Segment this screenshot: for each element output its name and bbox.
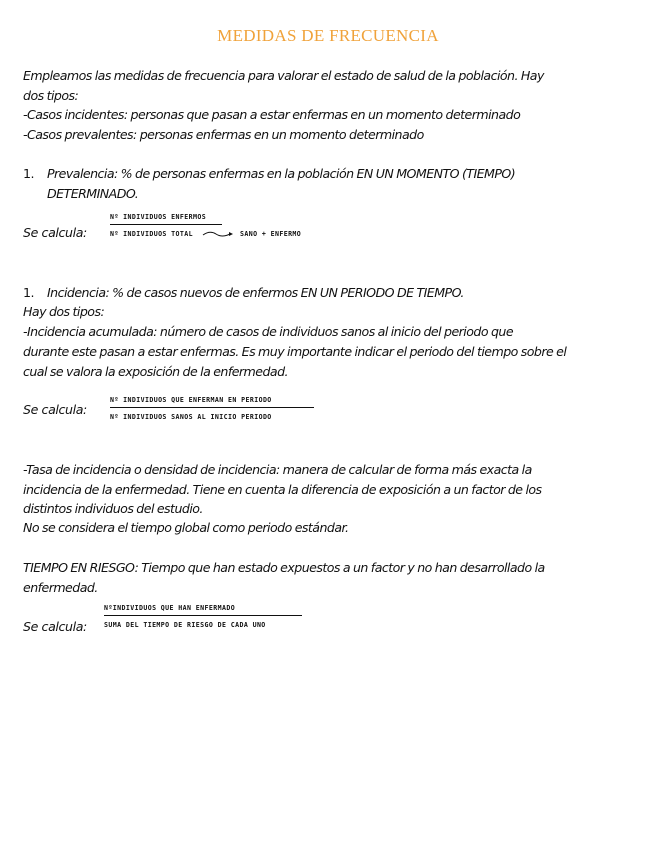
riesgo-line-2: enfermedad. (23, 580, 98, 595)
densidad-line-3: distintos individuos del estudio. (23, 501, 203, 516)
calc-label-riesgo: Se calcula: (23, 619, 87, 634)
acumulada-line-1: -Incidencia acumulada: número de casos de individuos sanos al inicio del periodo que (23, 324, 514, 339)
formula-denominator: SUMA DEL TIEMPO DE RIESGO DE CADA UNO (104, 621, 266, 629)
fraction-bar (110, 407, 314, 408)
fraction-bar (110, 224, 222, 225)
page-title: MEDIDAS DE FRECUENCIA (217, 26, 439, 45)
incidencia-text: Incidencia: % de casos nuevos de enfermos EN UN PERIODO DE TIEMPO. (47, 285, 464, 300)
densidad-line-1: -Tasa de incidencia o densidad de incidencia: manera de calcular de forma más exacta la (23, 462, 532, 477)
formula-note: SANO + ENFERMO (240, 230, 302, 238)
tilde-arrow-icon (202, 229, 236, 239)
calc-label-prevalencia: Se calcula: (23, 225, 87, 240)
acumulada-line-2: durante este pasan a estar enfermas. Es muy importante indicar el periodo del tiempo sobre el (23, 344, 567, 359)
densidad-line-2: incidencia de la enfermedad. Tiene en cuenta la diferencia de exposición a un factor de los (23, 482, 542, 497)
formula-numerator: Nº INDIVIDUOS QUE ENFERMAN EN PERIODO (110, 396, 272, 404)
formula-denominator: Nº INDIVIDUOS SANOS AL INICIO PERIODO (110, 413, 272, 421)
prevalencia-text-2: DETERMINADO. (47, 186, 139, 201)
calc-label-acumulada: Se calcula: (23, 402, 87, 417)
formula-denominator: Nº INDIVIDUOS TOTAL (110, 230, 194, 238)
incidencia-types: Hay dos tipos: (23, 304, 105, 319)
prevalencia-text-1: Prevalencia: % de personas enfermas en la población EN UN MOMENTO (TIEMPO) (47, 166, 516, 181)
riesgo-line-1: TIEMPO EN RIESGO: Tiempo que han estado expuestos a un factor y no han desarrollado la (23, 560, 545, 575)
formula-numerator: Nº INDIVIDUOS ENFERMOS (110, 213, 207, 221)
fraction-bar (104, 615, 302, 616)
intro-line-1: Empleamos las medidas de frecuencia para valorar el estado de salud de la población. Hay (23, 68, 544, 83)
acumulada-line-3: cual se valora la exposición de la enfermedad. (23, 364, 288, 379)
list-number: 1. (23, 166, 34, 181)
prevalencia-heading (23, 164, 633, 184)
densidad-line-4: No se considera el tiempo global como periodo estándar. (23, 520, 349, 535)
list-number: 1. (23, 285, 34, 300)
intro-line-3: -Casos incidentes: personas que pasan a estar enfermas en un momento determinado (23, 107, 521, 122)
formula-numerator: NºINDIVIDUOS QUE HAN ENFERMADO (104, 604, 236, 612)
incidencia-heading (23, 283, 633, 303)
intro-line-2: dos tipos: (23, 88, 79, 103)
intro-line-4: -Casos prevalentes: personas enfermas en un momento determinado (23, 127, 424, 142)
